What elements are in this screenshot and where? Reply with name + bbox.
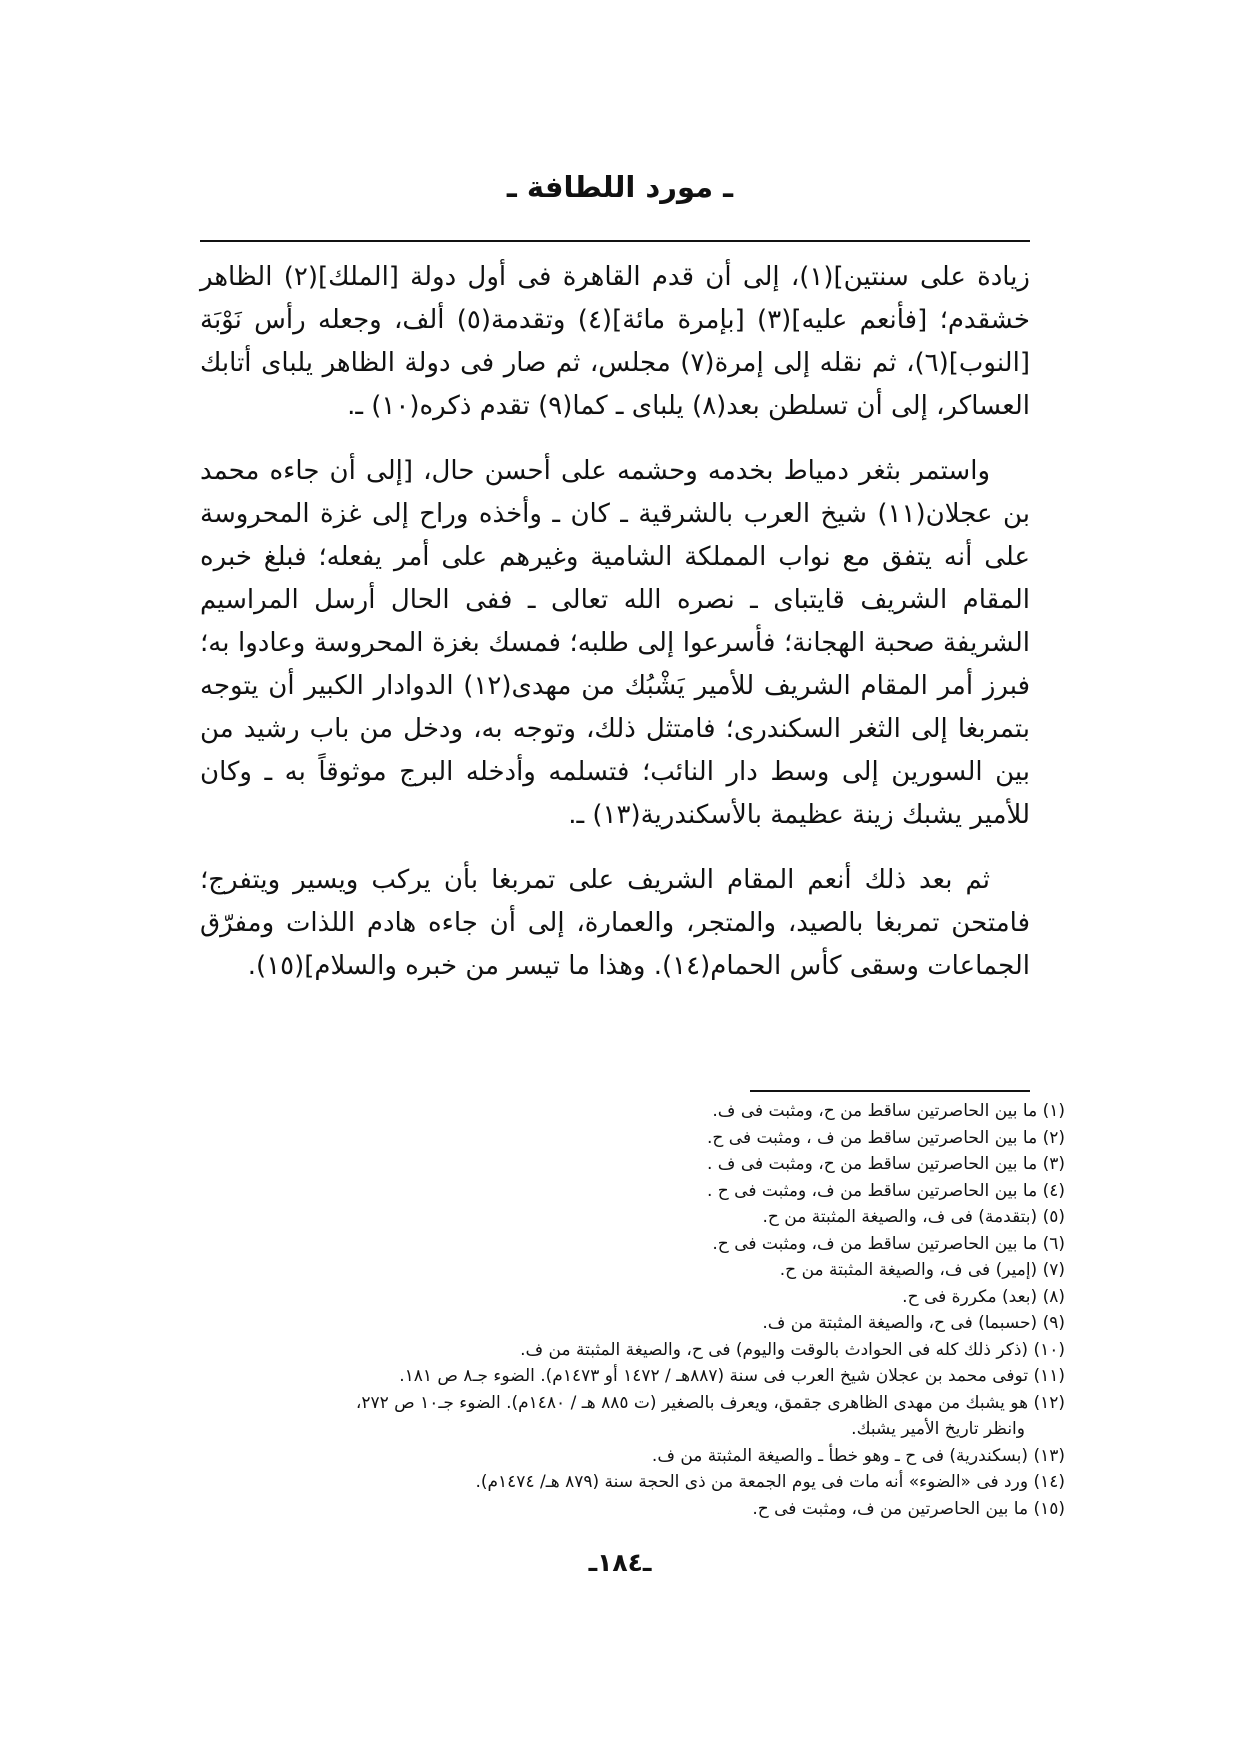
footnote: (١٣) (بسكندرية) فى ح ـ وهو خطأ ـ والصيغة المثبتة من ف. xyxy=(651,1445,1065,1466)
footnote: (٢) ما بين الحاصرتين ساقط من ف ، ومثبت فى ح. xyxy=(707,1127,1065,1148)
paragraph-1: زيادة على سنتين](١)، إلى أن قدم القاهرة فى أول دولة [الملك](٢) الظاهر خشقدم؛ [فأنعم عليه](٣) [بإمرة مائة](٤) وتقدمة(٥) ألف، وجعله رأس نَوْبَة [النوب](٦)، ثم نقله إلى إمرة(٧) مجلس، ثم صار فى دولة الظاهر يلباى أتابك العساكر، إلى أن تسلطن بعد(٨) يلباى ـ كما(٩) تقدم ذكره(١٠) ـ. xyxy=(200,262,1030,421)
footnote: (٨) (بعد) مكررة فى ح. xyxy=(902,1286,1065,1307)
running-header-title: ـ مورد اللطافة ـ xyxy=(506,170,734,204)
footnote: (٥) (بتقدمة) فى ف، والصيغة المثبتة من ح. xyxy=(762,1207,1065,1227)
footnote: (١) ما بين الحاصرتين ساقط من ح، ومثبت فى ف. xyxy=(712,1101,1065,1121)
footnote: (١٠) (ذكر ذلك كله فى الحوادث بالوقت واليوم) فى ح، والصيغة المثبتة من ف. xyxy=(520,1339,1065,1360)
footnotes xyxy=(330,1098,1065,1522)
footnote: (١٥) ما بين الحاصرتين من ف، ومثبت فى ح. xyxy=(752,1498,1065,1519)
paragraph-3: ثم بعد ذلك أنعم المقام الشريف على تمربغا بأن يركب ويسير ويتفرج؛ فامتحن تمربغا بالصيد، والمتجر، والعمارة، إلى أن جاءه هادم اللذات ومفرّق الجماعات وسقى كأس الحمام(١٤). وهذا ما تيسر من خبره والسلام](١٥). xyxy=(200,865,1030,981)
footnote: (١٢) هو يشبك من مهدى الظاهرى جقمق، ويعرف بالصغير (ت ٨٨٥ هـ / ١٤٨٠م). الضوء جـ١٠ ص ٢٧٢، وانظر تاريخ الأمير يشبك. xyxy=(355,1392,1065,1439)
page-number: ـ١٨٤ـ xyxy=(588,1548,652,1577)
footnote: (٩) (حسبما) فى ح، والصيغة المثبتة من ف. xyxy=(762,1313,1065,1333)
footnote: (١١) توفى محمد بن عجلان شيخ العرب فى سنة (٨٨٧هـ / ١٤٧٢ أو ١٤٧٣م). الضوء جـ٨ ص ١٨١. xyxy=(399,1366,1065,1386)
footnote: (٧) (إمير) فى ف، والصيغة المثبتة من ح. xyxy=(779,1260,1065,1280)
footnote: (٦) ما بين الحاصرتين ساقط من ف، ومثبت فى ح. xyxy=(712,1233,1065,1254)
footnote: (٤) ما بين الحاصرتين ساقط من ف، ومثبت فى ح . xyxy=(707,1180,1065,1201)
footnote: (١٤) ورد فى «الضوء» أنه مات فى يوم الجمعة من ذى الحجة سنة (٨٧٩ هـ/ ١٤٧٤م). xyxy=(475,1472,1065,1492)
main-text xyxy=(200,256,1030,1010)
paragraph-2: واستمر بثغر دمياط بخدمه وحشمه على أحسن حال، [إلى أن جاءه محمد بن عجلان(١١) شيخ العرب بالشرقية ـ كان ـ وأخذه وراح إلى غزة المحروسة على أنه يتفق مع نواب المملكة الشامية وغيرهم على أمر يفعله؛ فبلغ خبره المقام الشريف قايتباى ـ نصره الله تعالى ـ ففى الحال أرسل المراسيم الشريفة صحبة الهجانة؛ فأسرعوا إلى طلبه؛ فمسك بغزة المحروسة وعادوا به؛ فبرز أمر المقام الشريف للأمير يَشْبُك من مهدى(١٢) الدوادار الكبير أن يتوجه بتمربغا إلى الثغر السكندرى؛ فامتثل ذلك، وتوجه به، ودخل من باب رشيد من بين السورين إلى وسط دار النائب؛ فتسلمه وأدخله البرج موثوقاً به ـ وكان للأمير يشبك زينة عظيمة بالأسكندرية(١٣) ـ. xyxy=(200,456,1030,830)
header-rule xyxy=(200,240,1030,242)
footnote-rule xyxy=(750,1090,1030,1092)
footnote: (٣) ما بين الحاصرتين ساقط من ح، ومثبت فى ف . xyxy=(707,1154,1065,1174)
